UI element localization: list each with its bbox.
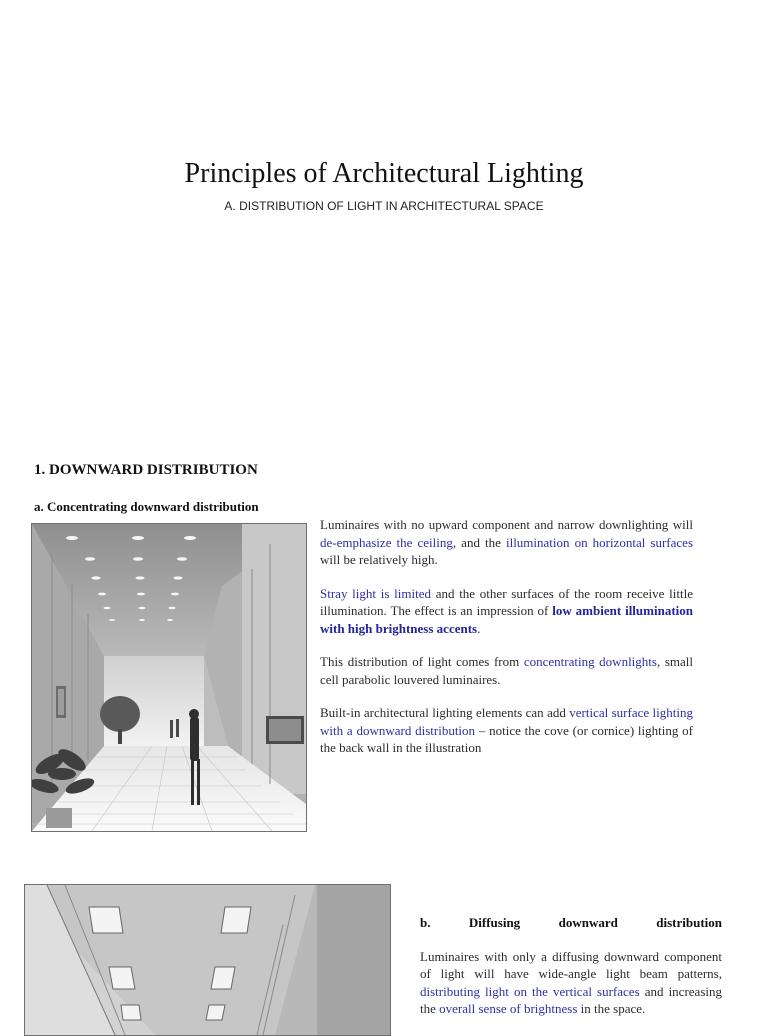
corridor-illustration-concentrating [31,523,307,832]
corridor-diffusing-icon [25,885,390,1035]
page-title: Principles of Architectural Lighting [184,158,584,189]
highlight-text: Stray light is limited [320,585,431,601]
highlight-text: concentrating downlights [523,654,657,669]
corridor-illustration-diffusing [24,884,391,1036]
paragraph: Luminaires with only a diffusing downward component of light will have wide-angle light beam patterns, distributing light on the vertical surfaces and increasing the overall sense of brightness in the space. [420,948,722,1016]
highlight-bold-text: low ambient illumination with high brightness accents [320,603,693,636]
highlight-text: distributing light on the vertical surfaces [420,983,640,999]
highlight-text: de-emphasize the ceiling [320,534,453,550]
paragraph: Luminaires with no upward component and narrow downlighting will de-emphasize the ceiling, and the illumination on horizontal surfaces will be relatively high. [320,517,694,567]
diffusing-description [420,914,722,1034]
highlight-text: illumination on horizontal surfaces [505,534,694,550]
highlight-text: vertical surface lighting with a downward distribution [320,705,693,738]
subsection-heading-concentrating: a. Concentrating downward distribution [34,499,259,514]
highlight-text: overall sense of brightness [439,1001,578,1016]
subsection-heading-diffusing: b. Diffusing downward distribution [420,915,722,930]
paragraph: This distribution of light comes from concentrating downlights, small cell parabolic louvered luminaires. [320,654,693,687]
page-subtitle: A. DISTRIBUTION OF LIGHT IN ARCHITECTURAL SPACE [224,199,544,213]
paragraph: Built-in architectural lighting elements can add vertical surface lighting with a downward distribution – notice the cove (or cornice) lighting of the back wall in the illustration [320,705,693,755]
corridor-illustration-icon [32,524,306,831]
paragraph: Stray light is limited and the other surfaces of the room receive little illumination. The effect is an impression of low ambient illumination with high brightness accents. [320,585,693,636]
section-heading-downward-distribution: 1. DOWNWARD DISTRIBUTION [34,462,258,478]
concentrating-description [320,516,693,773]
